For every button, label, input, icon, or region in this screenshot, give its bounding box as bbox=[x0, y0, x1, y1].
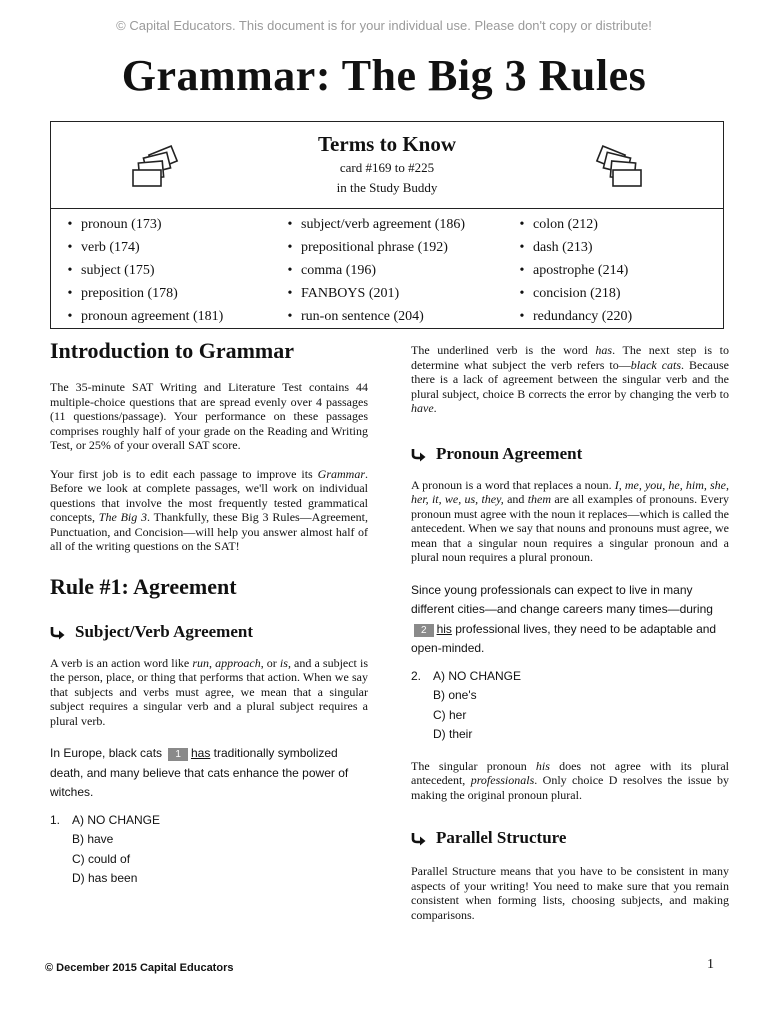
intro-heading: Introduction to Grammar bbox=[50, 338, 295, 363]
subject-verb-paragraph: A verb is an action word like run, approach, or is, and a subject is the person, place, or thing that performs that action. When we say that subjects and verbs must agree, we mean that a singular subject requires a singular verb and a plural subject requires a plural verb. bbox=[50, 655, 368, 728]
question-2-choices bbox=[411, 667, 729, 745]
question-2-passage: Since young professionals can expect to live in many different cities—and change careers many times—during 2 his professional lives, they need to be adaptable and open-minded. bbox=[411, 582, 717, 655]
intro-paragraph-2: Your first job is to edit each passage to improve its Grammar. Before we look at complete passages, we'll work on individual questions that involve the most frequently tested grammatical concepts, The Big 3. Thankfully, these Big 3 Rules—Agreement, Punctuation, and Concision—will help you answer almost half of all of the writing questions on the SAT! bbox=[50, 466, 368, 553]
terms-box bbox=[50, 121, 724, 329]
terms-subtitle-2: in the Study Buddy bbox=[336, 180, 438, 195]
flashcards-icon bbox=[131, 144, 181, 188]
terms-header bbox=[51, 122, 723, 209]
page-title: Grammar: The Big 3 Rules bbox=[121, 51, 647, 100]
terms-title: Terms to Know bbox=[317, 132, 457, 156]
pronoun-agreement-heading: Pronoun Agreement bbox=[411, 444, 729, 464]
terms-column-2 bbox=[279, 213, 511, 328]
subject-verb-heading: Subject/Verb Agreement bbox=[50, 622, 368, 642]
term-item: • subject (175) bbox=[59, 259, 279, 282]
question-1-marker: 1 bbox=[168, 748, 188, 761]
term-item: • subject/verb agreement (186) bbox=[279, 213, 511, 236]
term-item: • run-on sentence (204) bbox=[279, 305, 511, 328]
footer-copyright: © December 2015 Capital Educators bbox=[45, 962, 234, 974]
term-item: • dash (213) bbox=[511, 236, 711, 259]
term-item: • preposition (178) bbox=[59, 282, 279, 305]
explanation-1: The underlined verb is the word has. The next step is to determine what subject the verb refers to—black cats. Because there is a lack of agreement between the singular verb and the plural subject, choice B corrects the error by changing the verb to have. bbox=[411, 343, 729, 415]
terms-column-3 bbox=[511, 213, 711, 328]
term-item: • pronoun agreement (181) bbox=[59, 305, 279, 328]
right-column bbox=[411, 343, 729, 922]
page-number: 1 bbox=[707, 957, 714, 972]
arrow-right-icon bbox=[411, 830, 427, 846]
terms-subtitle-1: card #169 to #225 bbox=[339, 160, 435, 175]
choice-c[interactable]: C) her bbox=[433, 707, 467, 722]
question-1-passage: In Europe, black cats 1 has traditionally symbolized death, and many believe that cats enhance the power of witches. bbox=[50, 746, 349, 799]
term-item: • apostrophe (214) bbox=[511, 259, 711, 282]
choice-d[interactable]: D) has been bbox=[72, 871, 138, 885]
pronoun-agreement-paragraph: A pronoun is a word that replaces a noun. I, me, you, he, him, she, her, it, we, us, they, and them are all examples of pronouns. Every pronoun must agree with the noun it replaces—which is called the antecedent. When we say that nouns and pronouns must agree, we mean that a singular noun requires a singular pronoun and a plural noun requires a plural pronoun. bbox=[411, 477, 730, 564]
term-item: • concision (218) bbox=[511, 282, 711, 305]
term-item: • colon (212) bbox=[511, 213, 711, 236]
choice-a[interactable]: 2. A) NO CHANGE bbox=[411, 668, 522, 683]
term-item: • verb (174) bbox=[59, 236, 279, 259]
question-1-choices bbox=[50, 811, 368, 889]
rule1-heading: Rule #1: Agreement bbox=[50, 573, 237, 599]
header-copyright: © Capital Educators. This document is for your individual use. Please don't copy or distribute! bbox=[116, 18, 652, 33]
arrow-right-icon bbox=[411, 446, 427, 462]
term-item: • comma (196) bbox=[279, 259, 511, 282]
choice-b[interactable]: B) have bbox=[72, 832, 114, 846]
arrow-right-icon bbox=[50, 624, 66, 640]
term-item: • prepositional phrase (192) bbox=[279, 236, 511, 259]
choice-d[interactable]: D) their bbox=[433, 727, 473, 741]
question-1-underlined: has bbox=[190, 746, 211, 760]
term-item: • pronoun (173) bbox=[59, 213, 279, 236]
choice-c[interactable]: C) could of bbox=[72, 851, 131, 866]
term-item: • redundancy (220) bbox=[511, 305, 711, 328]
terms-list bbox=[51, 209, 723, 328]
question-2-marker: 2 bbox=[414, 624, 434, 637]
parallel-structure-paragraph: Parallel Structure means that you have to be consistent in many aspects of your writing! You need to make sure that you remain consistent when forming lists, choosing subjects, and making comparisons. bbox=[411, 864, 729, 922]
intro-paragraph-1: The 35-minute SAT Writing and Literature Test contains 44 multiple-choice questions that are spread evenly over 4 passages (11 questions/passage). Your performance on these passages comprises roughly half of your grade on the Reading and Writing Test, or 25% of your overall SAT score. bbox=[50, 380, 368, 452]
terms-column-1 bbox=[59, 213, 279, 328]
flashcards-icon bbox=[593, 144, 643, 188]
choice-a[interactable]: 1. A) NO CHANGE bbox=[50, 812, 161, 827]
parallel-structure-heading: Parallel Structure bbox=[411, 828, 729, 848]
question-2-underlined: his bbox=[436, 621, 452, 636]
choice-b[interactable]: B) one's bbox=[433, 688, 477, 702]
explanation-2: The singular pronoun his does not agree with its plural antecedent, professionals. Only choice D resolves the issue by making the original pronoun plural. bbox=[411, 758, 730, 802]
term-item: • FANBOYS (201) bbox=[279, 282, 511, 305]
left-column bbox=[50, 338, 368, 889]
